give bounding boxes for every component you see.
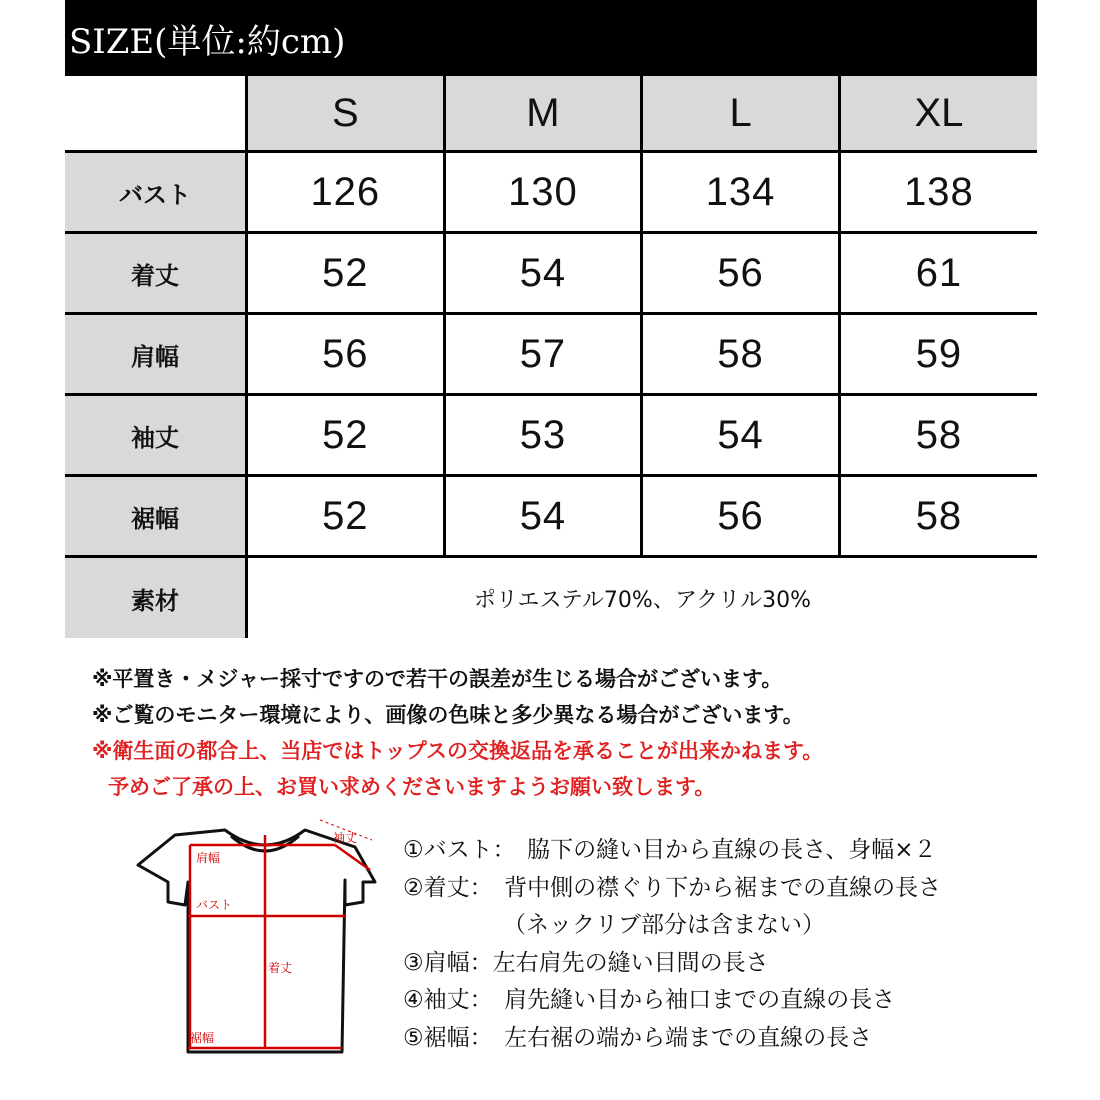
- table-cell: 59: [839, 314, 1037, 395]
- table-cell: 56: [642, 233, 840, 314]
- label-hem: 裾幅: [190, 1031, 215, 1045]
- sleeve-measure-line: [335, 845, 370, 870]
- table-cell: 57: [444, 314, 642, 395]
- definition-shoulder: ③肩幅：左右肩先の縫い目間の長さ: [403, 949, 769, 976]
- note-no-returns: ※衛生面の都合上、当店ではトップスの交換返品を承ることが出来かねます。: [92, 739, 824, 763]
- row-label-hem: 裾幅: [65, 476, 247, 557]
- table-cell: 52: [247, 233, 445, 314]
- table-row-material: [65, 557, 1037, 639]
- size-col-xl: XL: [839, 76, 1037, 152]
- row-label-bust: バスト: [65, 152, 247, 233]
- table-cell: 56: [247, 314, 445, 395]
- table-cell: 61: [839, 233, 1037, 314]
- measurement-definitions: [403, 832, 1083, 1057]
- row-label-shoulder: 肩幅: [65, 314, 247, 395]
- table-cell: 54: [444, 476, 642, 557]
- table-cell: 138: [839, 152, 1037, 233]
- table-cell: 130: [444, 152, 642, 233]
- size-header-row: [65, 76, 1037, 152]
- table-cell: 56: [642, 476, 840, 557]
- size-col-m: M: [444, 76, 642, 152]
- size-col-s: S: [247, 76, 445, 152]
- table-row-length: [65, 233, 1037, 314]
- size-table: [65, 76, 1037, 638]
- note-measurement: ※平置き・メジャー採寸ですので若干の誤差が生じる場合がございます。: [92, 667, 783, 691]
- definition-hem: ⑤裾幅： 左右裾の端から端までの直線の長さ: [403, 1024, 873, 1051]
- table-cell: 126: [247, 152, 445, 233]
- note-acknowledge: 予めご了承の上、お買い求めくださいますようお願い致します。: [108, 775, 716, 799]
- definition-length-note: （ネックリブ部分は含まない）: [503, 912, 825, 938]
- table-cell: 52: [247, 395, 445, 476]
- table-cell: 58: [642, 314, 840, 395]
- tshirt-measurement-diagram: [130, 810, 380, 1060]
- size-header-bar: [65, 0, 1037, 76]
- table-row-shoulder: [65, 314, 1037, 395]
- row-label-length: 着丈: [65, 233, 247, 314]
- table-row-hem: [65, 476, 1037, 557]
- row-label-material: 素材: [65, 557, 247, 639]
- table-row-bust: [65, 152, 1037, 233]
- table-cell: 54: [444, 233, 642, 314]
- table-corner-cell: [65, 76, 247, 152]
- label-sleeve: 袖丈: [333, 831, 358, 845]
- table-row-sleeve: [65, 395, 1037, 476]
- table-cell: 53: [444, 395, 642, 476]
- tshirt-outline: [138, 830, 375, 1052]
- size-col-l: L: [642, 76, 840, 152]
- table-cell: 54: [642, 395, 840, 476]
- table-cell: 134: [642, 152, 840, 233]
- table-cell: 58: [839, 476, 1037, 557]
- table-cell: 52: [247, 476, 445, 557]
- definition-length: ②着丈： 背中側の襟ぐり下から裾までの直線の長さ: [403, 874, 942, 901]
- table-cell: 58: [839, 395, 1037, 476]
- label-length: 着丈: [268, 961, 293, 975]
- definition-bust: ①バスト： 脇下の縫い目から直線の長さ、身幅×２: [403, 837, 937, 863]
- label-shoulder: 肩幅: [196, 851, 221, 865]
- definition-sleeve: ④袖丈： 肩先縫い目から袖口までの直線の長さ: [403, 987, 896, 1013]
- size-header-title: SIZE(単位:約cm): [69, 22, 346, 62]
- note-monitor: ※ご覧のモニター環境により、画像の色味と多少異なる場合がございます。: [92, 703, 804, 727]
- notes-section: [92, 664, 1052, 808]
- label-bust: バスト: [196, 898, 233, 912]
- material-value: ポリエステル70%、アクリル30%: [247, 557, 1038, 639]
- row-label-sleeve: 袖丈: [65, 395, 247, 476]
